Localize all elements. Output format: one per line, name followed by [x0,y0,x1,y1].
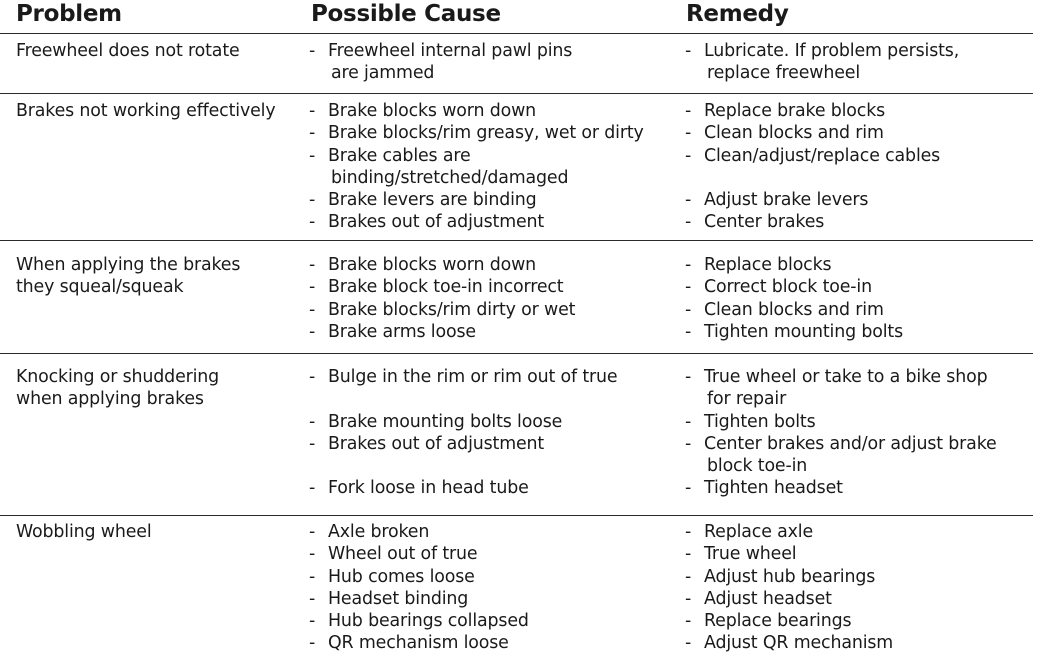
remedy-item [685,100,1030,122]
row-divider [0,515,1033,516]
item-text-span: Brake blocks/rim greasy, wet or dirty [328,123,644,144]
bullet-dash: - [685,123,692,144]
item-text [685,40,1030,62]
item-text [309,411,679,433]
bullet-dash: - [685,611,692,632]
remedy-cell [685,366,1030,500]
remedy-item [685,211,1030,233]
spacer [309,388,679,410]
item-text-span: Adjust QR mechanism [704,633,894,654]
cause-item [309,254,679,276]
item-text [685,566,1030,588]
item-text [685,145,1030,167]
bullet-dash: - [685,433,692,454]
item-text [309,145,679,167]
item-text-span: Freewheel internal pawl pins [328,41,573,61]
item-text-span: Hub bearings collapsed [328,611,529,632]
problem-text: Freewheel does not rotate [16,41,240,61]
item-text [685,100,1030,122]
item-text-span: block toe-in [707,456,808,477]
cause-item [309,366,679,388]
item-text-continued [328,62,679,84]
remedy-cell [685,40,1030,85]
bullet-dash: - [309,611,316,632]
bullet-dash: - [309,478,316,499]
row-divider [0,33,1033,34]
item-text-span: Tighten bolts [704,411,816,432]
row-divider [0,353,1033,354]
cause-cell [309,40,679,85]
item-text-span: Center brakes and/or adjust brake [704,433,997,454]
bullet-dash: - [309,41,316,61]
item-text [685,521,1030,543]
remedy-item [685,276,1030,298]
item-text-span: Tighten mounting bolts [704,321,904,342]
cause-item [309,276,679,298]
item-text-span: Brakes out of adjustment [328,212,545,233]
cause-item [309,632,679,654]
item-text [309,366,679,388]
item-text-continued [328,167,679,189]
problem-text: Wobbling wheel [16,522,152,542]
bullet-dash: - [685,145,692,166]
spacer [685,167,1030,189]
item-text [309,610,679,632]
cause-item [309,477,679,499]
cause-item [309,299,679,321]
bullet-dash: - [309,544,316,565]
item-text [685,122,1030,144]
bullet-dash: - [309,212,316,233]
item-text [309,122,679,144]
bullet-dash: - [309,566,316,587]
cause-item [309,211,679,233]
item-text-span: Correct block toe-in [704,277,872,298]
bullet-dash: - [685,299,692,320]
bullet-dash: - [685,41,692,61]
remedy-item [685,433,1030,478]
item-text-span: Brake blocks worn down [328,101,537,121]
problem-cell [16,100,296,122]
item-text [309,40,679,62]
row-divider [0,240,1033,241]
header-possible-cause: Possible Cause [311,1,501,27]
bullet-dash: - [685,522,692,542]
item-text-span: Clean/adjust/replace cables [704,145,941,166]
remedy-item [685,299,1030,321]
remedy-item [685,477,1030,499]
remedy-cell [685,521,1030,655]
remedy-cell [685,254,1030,343]
item-text-span: Brake arms loose [328,321,476,342]
item-text [685,543,1030,565]
header-problem: Problem [16,1,122,27]
item-text-span: Hub comes loose [328,566,475,587]
bullet-dash: - [309,123,316,144]
problem-cell [16,254,296,299]
bullet-dash: - [685,277,692,298]
bullet-dash: - [309,367,316,387]
bullet-dash: - [309,277,316,298]
item-text-continued [704,62,1030,84]
remedy-item [685,122,1030,144]
item-text [309,254,679,276]
cause-item [309,411,679,433]
item-text [309,433,679,455]
item-text [309,521,679,543]
item-text [685,610,1030,632]
item-text [309,632,679,654]
remedy-item [685,588,1030,610]
bullet-dash: - [685,321,692,342]
item-text [309,543,679,565]
item-text [685,189,1030,211]
bullet-dash: - [309,633,316,654]
remedy-item [685,411,1030,433]
cause-item [309,321,679,343]
bullet-dash: - [309,411,316,432]
item-text-span: Replace blocks [704,255,832,275]
remedy-item [685,189,1030,211]
problem-text: they squeal/squeak [16,277,184,298]
item-text-continued [704,455,1030,477]
remedy-item [685,145,1030,167]
item-text [309,276,679,298]
bullet-dash: - [309,522,316,542]
remedy-item [685,610,1030,632]
row-divider [0,93,1033,94]
item-text-span: Lubricate. If problem persists, [704,41,960,61]
cause-item [309,543,679,565]
bullet-dash: - [309,101,316,121]
item-text-span: Replace brake blocks [704,101,886,121]
bullet-dash: - [685,544,692,565]
cause-item [309,100,679,122]
item-text-span: Replace bearings [704,611,852,632]
item-text [309,477,679,499]
bullet-dash: - [309,145,316,166]
item-text [685,211,1030,233]
item-text-span: are jammed [331,63,435,84]
bullet-dash: - [685,411,692,432]
item-text [309,189,679,211]
cause-cell [309,366,679,500]
cause-cell [309,521,679,655]
cause-item [309,145,679,190]
item-text-span: Brake levers are binding [328,190,537,211]
item-text [685,588,1030,610]
remedy-item [685,254,1030,276]
cause-item [309,40,679,85]
item-text-span: Tighten headset [704,478,843,499]
item-text-span: Brake mounting bolts loose [328,411,563,432]
bullet-dash: - [685,367,692,387]
remedy-item [685,521,1030,543]
item-text-span: Clean blocks and rim [704,299,884,320]
item-text-span: for repair [707,389,787,410]
bullet-dash: - [685,478,692,499]
item-text-span: Brake block toe-in incorrect [328,277,564,298]
remedy-item [685,566,1030,588]
cause-item [309,588,679,610]
problem-text: When applying the brakes [16,255,241,275]
item-text [309,566,679,588]
item-text-span: replace freewheel [707,63,860,84]
bullet-dash: - [309,255,316,275]
item-text-span: Clean blocks and rim [704,123,884,144]
item-text [685,299,1030,321]
item-text-span: Wheel out of true [328,544,478,565]
problem-text: Brakes not working effectively [16,101,276,121]
item-text-span: Brake blocks/rim dirty or wet [328,299,576,320]
bullet-dash: - [685,101,692,121]
bullet-dash: - [309,299,316,320]
item-text [685,433,1030,455]
item-text [309,321,679,343]
item-text [685,366,1030,388]
item-text-span: Adjust hub bearings [704,566,876,587]
bullet-dash: - [309,588,316,609]
item-text-span: QR mechanism loose [328,633,509,654]
item-text [685,321,1030,343]
remedy-cell [685,100,1030,234]
problem-cell [16,521,296,543]
cause-item [309,521,679,543]
bullet-dash: - [685,255,692,275]
item-text [685,276,1030,298]
cause-item [309,610,679,632]
item-text-span: True wheel [704,544,797,565]
item-text-span: Brakes out of adjustment [328,433,545,454]
cause-item [309,433,679,455]
item-text [309,588,679,610]
remedy-item [685,543,1030,565]
bullet-dash: - [685,212,692,233]
item-text [685,632,1030,654]
bullet-dash: - [309,433,316,454]
item-text [309,299,679,321]
item-text-span: binding/stretched/damaged [331,167,569,188]
bullet-dash: - [309,190,316,211]
bullet-dash: - [309,321,316,342]
item-text [685,254,1030,276]
remedy-item [685,40,1030,85]
item-text-span: Center brakes [704,212,825,233]
cause-item [309,189,679,211]
cause-item [309,566,679,588]
cause-cell [309,100,679,234]
problem-cell [16,40,296,62]
item-text [685,477,1030,499]
item-text [309,100,679,122]
remedy-item [685,366,1030,411]
header-remedy: Remedy [686,1,789,27]
item-text-span: Bulge in the rim or rim out of true [328,367,618,387]
problem-cell [16,366,296,411]
item-text [309,211,679,233]
remedy-item [685,632,1030,654]
item-text [685,411,1030,433]
bullet-dash: - [685,190,692,211]
cause-cell [309,254,679,343]
item-text-span: Brake blocks worn down [328,255,537,275]
item-text-span: Adjust brake levers [704,190,869,211]
table-header [0,0,1033,33]
bullet-dash: - [685,566,692,587]
item-text-span: Fork loose in head tube [328,478,529,499]
bullet-dash: - [685,588,692,609]
problem-text: Knocking or shuddering [16,367,220,387]
bullet-dash: - [685,633,692,654]
item-text-span: Headset binding [328,588,469,609]
item-text-span: Brake cables are [328,145,471,166]
item-text-span: Axle broken [328,522,430,542]
spacer [309,455,679,477]
item-text-span: Replace axle [704,522,813,542]
item-text-continued [704,388,1030,410]
problem-text: when applying brakes [16,389,204,410]
item-text-span: Adjust headset [704,588,832,609]
remedy-item [685,321,1030,343]
cause-item [309,122,679,144]
item-text-span: True wheel or take to a bike shop [704,367,988,387]
